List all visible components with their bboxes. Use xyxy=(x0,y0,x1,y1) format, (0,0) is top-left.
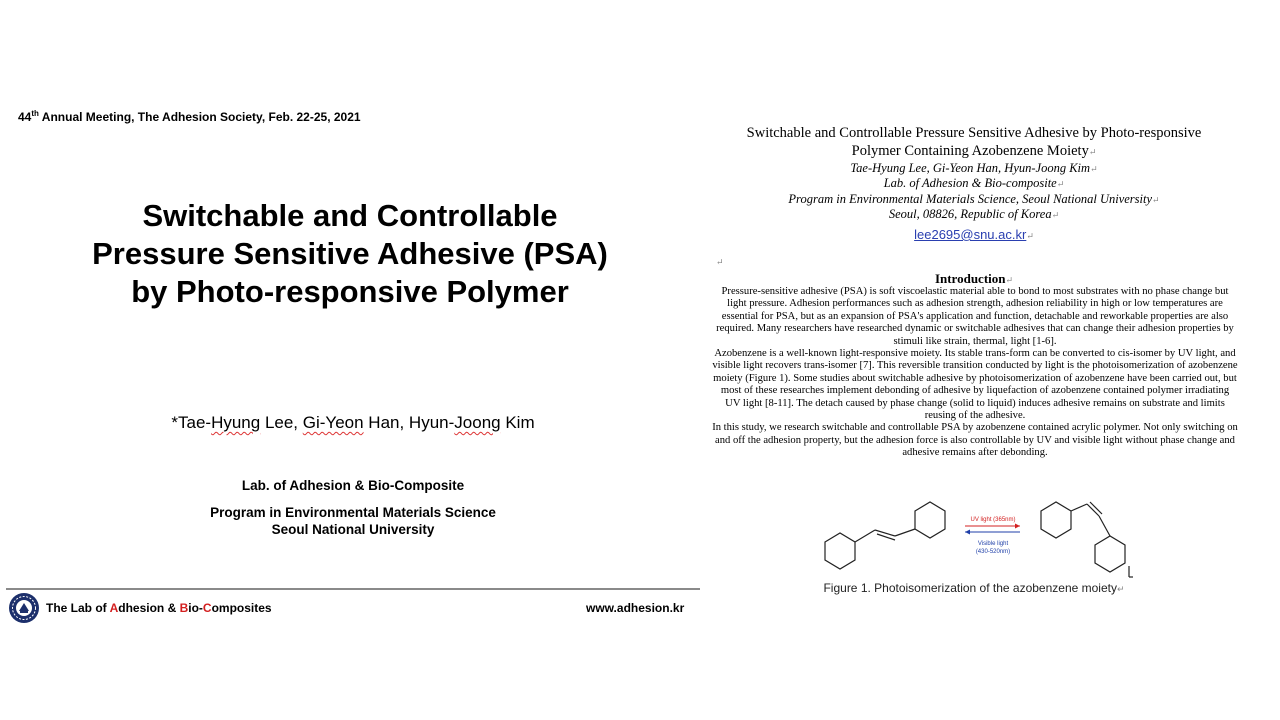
introduction-heading: Introduction↵ xyxy=(934,271,1014,286)
visible-light-range: (430-520nm) xyxy=(975,549,1011,555)
website-link[interactable]: www.adhesion.kr xyxy=(586,601,685,615)
abstract-address: Seoul, 08826, Republic of Korea↵ xyxy=(888,207,1060,221)
abstract-title-line: Switchable and Controllable Pressure Sensitive Adhesive by Photo-responsive xyxy=(746,125,1202,141)
lab-name-footer: The Lab of Adhesion & Bio-Composites xyxy=(46,601,272,615)
slide-affiliation xyxy=(0,504,706,538)
benzene-ring xyxy=(825,533,855,569)
introduction-body xyxy=(712,286,1238,460)
program-name: Program in Environmental Materials Science xyxy=(210,505,496,520)
title-line: by Photo-responsive Polymer xyxy=(131,274,569,309)
benzene-ring xyxy=(1041,502,1071,538)
uv-light-label: UV light (365nm) xyxy=(970,517,1016,523)
abstract-authors: Tae-Hyung Lee, Gi-Yeon Han, Hyun-Joong Kim↵ xyxy=(850,161,1098,175)
intro-paragraph: Pressure-sensitive adhesive (PSA) is soft viscoelastic material able to bond to most substrates with no phase change but light pressure. Adhesion performances such as adhesion strength, adhesion reliability in high or low temperatures are essential for PSA, but as an expansion of PSA's application and function, detachable and reworkable properties are also required. Many researchers have researched dynamic or switchable adhesives that can change their adhesion properties by stimuli like strain, thermal, light [1-6]. xyxy=(716,286,1234,347)
abstract-email[interactable]: lee2695@snu.ac.kr↵ xyxy=(914,227,1034,242)
slide-lab: Lab. of Adhesion & Bio-Composite xyxy=(241,478,465,493)
intro-paragraph: Azobenzene is a well-known light-responsive moiety. Its stable trans-form can be converted to cis-isomer by UV light, and visible light recovers trans-isomer [7]. This reversible transition conducted by light is the photoisomerization of azobenzene moiety (Figure 1). Some studies about switchable adhesive by photoisomerization of azobenzene have been carried out, but most of these researches implement debonding of adhesive by liquefaction of azobenzene contained polymer irradiating UV light [8-11]. The detach caused by phase change (solid to liquid) induces adhesive remains on substrate and limits reusing of the adhesive. xyxy=(712,348,1238,422)
intro-paragraph: In this study, we research switchable and controllable PSA by azobenzene contained acrylic polymer. Not only switching on and off the adhesion property, but the adhesion force is also controllable by UV and visible light without phase change and adhesive remains after debonding. xyxy=(712,422,1238,459)
abstract-title-line: Polymer Containing Azobenzene Moiety↵ xyxy=(851,143,1097,159)
meeting-banner: 44th Annual Meeting, The Adhesion Society, Feb. 22-25, 2021 xyxy=(18,109,361,124)
abstract-title xyxy=(706,124,1242,161)
figure-caption: Figure 1. Photoisomerization of the azobenzene moiety↵ xyxy=(823,581,1125,595)
university-name: Seoul National University xyxy=(271,522,435,537)
slide-title xyxy=(0,197,700,311)
title-line: Pressure Sensitive Adhesive (PSA) xyxy=(92,236,608,271)
abstract-program: Program in Environmental Materials Science, Seoul National University↵ xyxy=(788,192,1160,206)
benzene-ring xyxy=(915,502,945,538)
footer-divider xyxy=(6,588,700,590)
slide-authors: *Tae-Hyung Lee, Gi-Yeon Han, Hyun-Joong Kim xyxy=(171,413,535,432)
paragraph-mark: ↵ xyxy=(716,257,724,267)
abstract-lab: Lab. of Adhesion & Bio-composite↵ xyxy=(883,176,1065,190)
university-emblem-icon xyxy=(8,592,40,624)
title-line: Switchable and Controllable xyxy=(142,198,558,233)
benzene-ring xyxy=(1095,536,1125,572)
azobenzene-figure xyxy=(815,490,1135,580)
visible-light-label: Visible light xyxy=(977,541,1009,547)
